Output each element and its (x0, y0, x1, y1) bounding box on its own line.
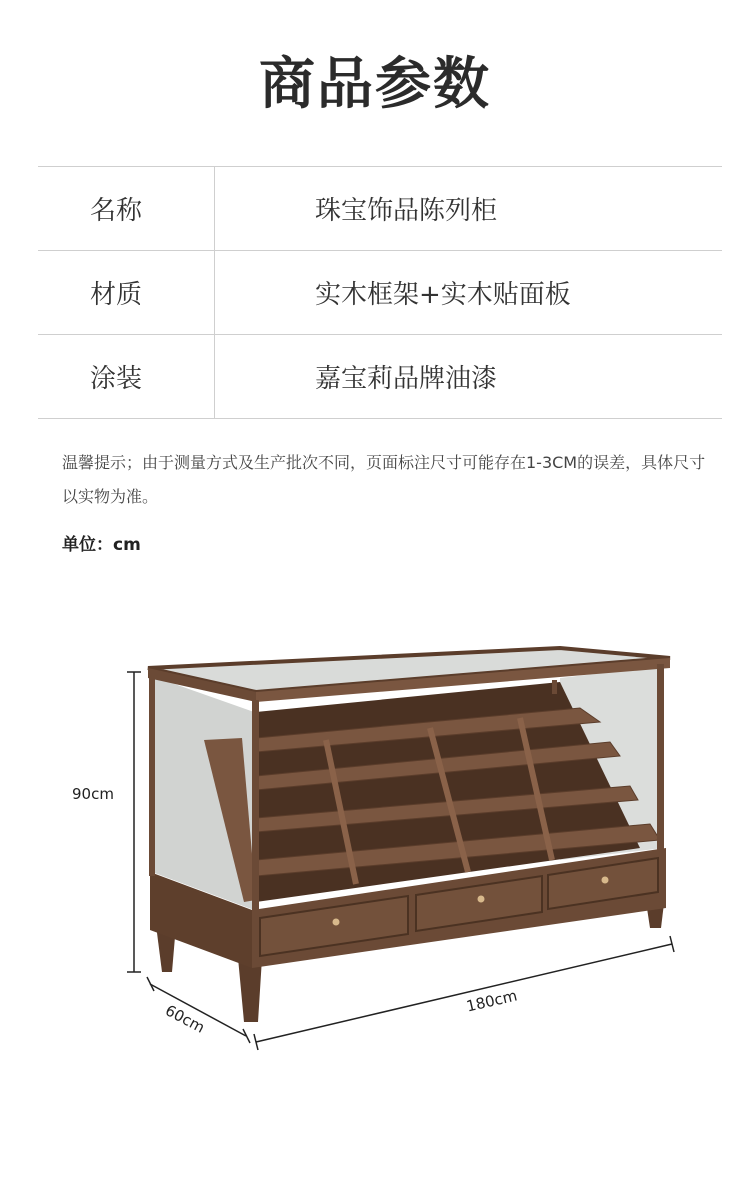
cabinet-illustration (0, 560, 750, 1100)
spec-label: 涂装 (38, 335, 215, 418)
spec-row-material (38, 251, 722, 335)
width-dimension-label: 180cm (464, 986, 519, 1016)
spec-row-finish (38, 335, 722, 419)
height-dimension-label: 90cm (72, 785, 114, 803)
spec-label: 名称 (38, 167, 215, 250)
spec-table (38, 166, 722, 419)
height-dimension-line (127, 672, 141, 972)
spec-value: 嘉宝莉品牌油漆 (315, 364, 498, 394)
spec-value: 珠宝饰品陈列柜 (315, 196, 498, 226)
depth-dimension-label: 60cm (162, 1001, 208, 1037)
notice-text: 温馨提示；由于测量方式及生产批次不同，页面标注尺寸可能存在1-3CM的误差，具体尺寸以实物为准。 (62, 453, 706, 506)
spec-row-name (38, 167, 722, 251)
spec-value: 实木框架+实木贴面板 (315, 280, 571, 310)
spec-label: 材质 (38, 251, 215, 334)
page-title: 商品参数 (259, 52, 491, 117)
unit-label: 单位：cm (62, 535, 141, 555)
